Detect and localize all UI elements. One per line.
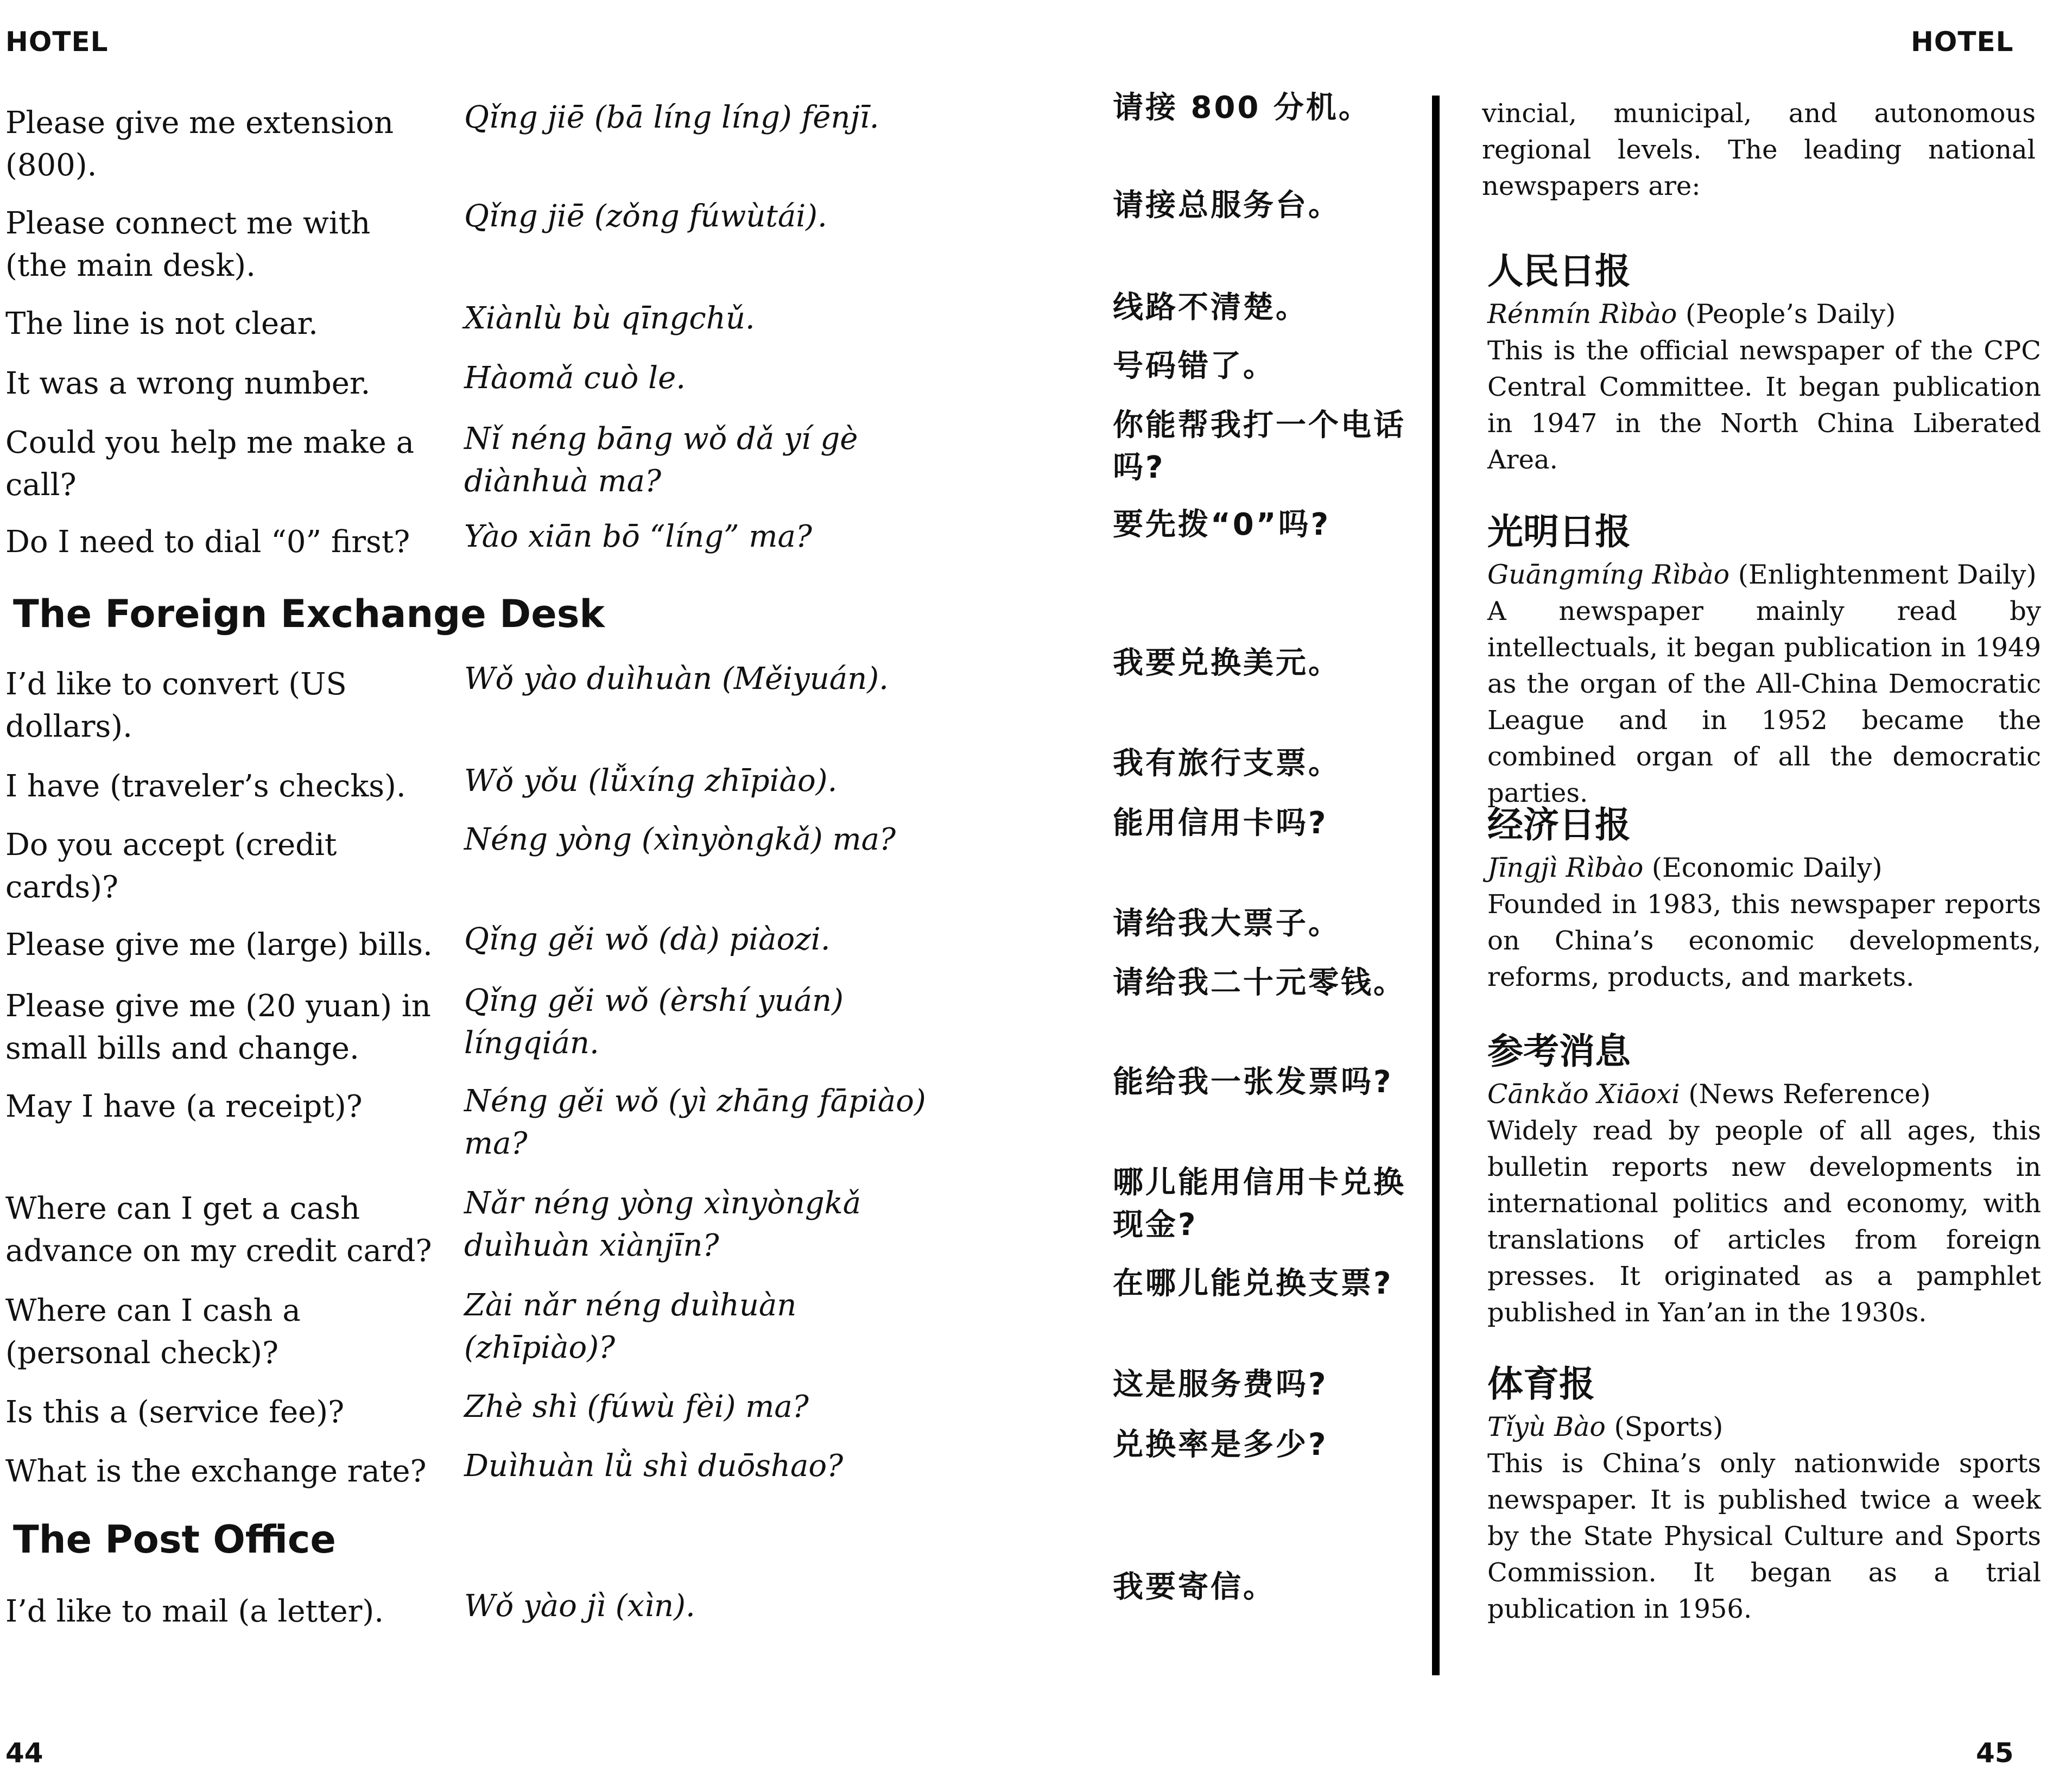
phrase-english: Where can I cash a (personal check)? (5, 1293, 301, 1371)
newspaper-english: (Sports) (1614, 1411, 1723, 1442)
phrase-chinese: 请给我二十元零钱。 (1113, 965, 1406, 1001)
phrase-pinyin: Zài nǎr néng duìhuàn (zhīpiào)? (464, 1288, 797, 1365)
phrase-pinyin: Nǎr néng yòng xìnyòngkǎ duìhuàn xiànjīn? (464, 1186, 861, 1263)
phrase-english: What is the exchange rate? (5, 1454, 427, 1489)
phrase-english: I’d like to convert (US dollars). (5, 667, 347, 744)
phrase-chinese: 请接 800 分机。 (1113, 90, 1371, 125)
newspaper-name: 经济日报 (1487, 804, 1631, 846)
phrase-pinyin: Nǐ néng bāng wǒ dǎ yí gè diànhuà ma? (464, 421, 858, 499)
newspaper-pinyin: Cānkǎo Xiāoxi (1487, 1079, 1680, 1110)
newspaper-english: (People’s Daily) (1685, 299, 1896, 330)
newspaper-pinyin: Rénmín Rìbào (1487, 299, 1677, 330)
phrase-pinyin: Zhè shì (fúwù fèi) ma? (464, 1389, 809, 1424)
newspaper-english: (Economic Daily) (1651, 852, 1883, 883)
newspaper-title-line (1487, 556, 2041, 593)
phrase-pinyin: Wǒ yào jì (xìn). (464, 1588, 695, 1624)
newspaper-pinyin: Guāngmíng Rìbào (1487, 559, 1730, 590)
phrase-pinyin: Yào xiān bō “líng” ma? (464, 519, 812, 554)
phrase-pinyin: Hàomǎ cuò le. (464, 360, 686, 396)
newspaper-entry (1487, 1027, 2041, 1331)
right-page-number: 45 (1976, 1737, 2014, 1769)
newspaper-english: (News Reference) (1688, 1079, 1931, 1110)
phrase-english: Could you help me make a call? (5, 425, 414, 503)
phrase-chinese: 请接总服务台。 (1113, 188, 1341, 223)
newspaper-description: A newspaper mainly read by intellectuals, it began publication in 1949 as the organ of the All-China Democratic League and in 1952 became the combined organ of all the democratic parties. (1487, 596, 2041, 808)
phrase-english: Please give me extension (800). (5, 105, 394, 183)
newspaper-title-line (1487, 296, 2041, 333)
phrase-pinyin: Qǐng gěi wǒ (dà) piàozi. (464, 922, 831, 957)
phrase-chinese: 兑换率是多少? (1113, 1427, 1328, 1462)
phrase-chinese: 线路不清楚。 (1113, 290, 1308, 325)
right-running-header: HOTEL (1911, 26, 2014, 58)
phrase-chinese: 你能帮我打一个电话吗? (1113, 408, 1406, 485)
newspaper-english: (Enlightenment Daily) (1738, 559, 2037, 590)
vertical-rule (1432, 96, 1440, 1675)
newspaper-name: 参考消息 (1487, 1030, 1631, 1072)
phrase-pinyin: Qǐng jiē (zǒng fúwùtái). (464, 199, 827, 234)
phrase-pinyin: Néng gěi wǒ (yì zhāng fāpiào) ma? (464, 1084, 926, 1161)
phrase-chinese: 要先拨“0”吗? (1113, 507, 1331, 542)
left-running-header: HOTEL (5, 26, 109, 58)
phrase-english: Do you accept (credit cards)? (5, 827, 337, 905)
phrase-chinese: 我有旅行支票。 (1113, 746, 1341, 781)
phrase-english: Please connect me with (the main desk). (5, 206, 371, 283)
phrase-chinese: 在哪儿能兑换支票? (1113, 1266, 1393, 1301)
phrase-chinese: 号码错了。 (1113, 349, 1276, 384)
newspaper-title-line (1487, 1076, 2041, 1113)
phrase-chinese: 请给我大票子。 (1113, 906, 1341, 941)
newspaper-name: 人民日报 (1487, 250, 1631, 292)
phrase-english: Where can I get a cash advance on my credit card? (5, 1191, 432, 1269)
phrase-english: I have (traveler’s checks). (5, 769, 406, 804)
newspaper-entry (1487, 1360, 2041, 1628)
phrase-english: The line is not clear. (5, 306, 318, 341)
section-heading-post-office: The Post Office (13, 1517, 336, 1562)
newspaper-description: Founded in 1983, this newspaper reports on China’s economic developments, reforms, products, and markets. (1487, 889, 2041, 992)
phrase-english: Please give me (large) bills. (5, 927, 433, 963)
newspaper-name: 体育报 (1487, 1363, 1595, 1405)
newspaper-entry (1487, 508, 2041, 812)
phrase-pinyin: Qǐng gěi wǒ (èrshí yuán) língqián. (464, 983, 844, 1061)
phrase-chinese: 哪儿能用信用卡兑换现金? (1113, 1165, 1406, 1243)
newspaper-entry (1487, 247, 2041, 478)
phrase-english: I’d like to mail (a letter). (5, 1594, 384, 1629)
newspaper-description: This is China’s only nationwide sports newspaper. It is published twice a week by the State Physical Culture and Sports Commission. It began as a trial publication in 1956. (1487, 1448, 2041, 1624)
phrase-chinese: 能给我一张发票吗? (1113, 1065, 1393, 1100)
newspaper-title-line (1487, 1409, 2041, 1446)
left-page-number: 44 (5, 1737, 43, 1769)
phrase-pinyin: Duìhuàn lǜ shì duōshao? (464, 1448, 844, 1484)
phrase-chinese: 这是服务费吗? (1113, 1367, 1328, 1402)
newspaper-description: Widely read by people of all ages, this bulletin reports new developments in international politics and economy, with translations of articles from foreign presses. It originated as a pamphlet published in Yan’an in the 1930s. (1487, 1116, 2041, 1328)
phrase-pinyin: Wǒ yǒu (lǚxíng zhīpiào). (464, 763, 838, 799)
newspaper-description: This is the official newspaper of the CPC Central Committee. It began publication in 1947 in the North China Liberated Area. (1487, 335, 2041, 475)
phrase-english: Do I need to dial “0” first? (5, 524, 410, 560)
phrase-pinyin: Néng yòng (xìnyòngkǎ) ma? (464, 822, 896, 857)
phrase-english: It was a wrong number. (5, 366, 371, 401)
phrase-pinyin: Wǒ yào duìhuàn (Měiyuán). (464, 661, 889, 696)
newspaper-entry (1487, 801, 2041, 996)
phrase-chinese: 我要寄信。 (1113, 1569, 1276, 1605)
phrase-chinese: 我要兑换美元。 (1113, 645, 1341, 681)
phrase-english: May I have (a receipt)? (5, 1089, 363, 1124)
phrase-pinyin: Xiànlù bù qīngchǔ. (464, 301, 755, 336)
newspaper-pinyin: Tǐyù Bào (1487, 1411, 1606, 1442)
newspapers-intro: vincial, municipal, and autonomous regional levels. The leading national newspapers are: (1482, 98, 2036, 201)
phrase-chinese: 能用信用卡吗? (1113, 806, 1328, 841)
phrase-english: Is this a (service fee)? (5, 1395, 345, 1430)
newspaper-name: 光明日报 (1487, 511, 1631, 553)
phrase-pinyin: Qǐng jiē (bā líng líng) fēnjī. (464, 100, 879, 135)
phrase-english: Please give me (20 yuan) in small bills and change. (5, 989, 431, 1066)
newspaper-title-line (1487, 850, 2041, 886)
section-heading-exchange: The Foreign Exchange Desk (13, 592, 605, 636)
newspaper-pinyin: Jīngjì Rìbào (1487, 852, 1644, 883)
